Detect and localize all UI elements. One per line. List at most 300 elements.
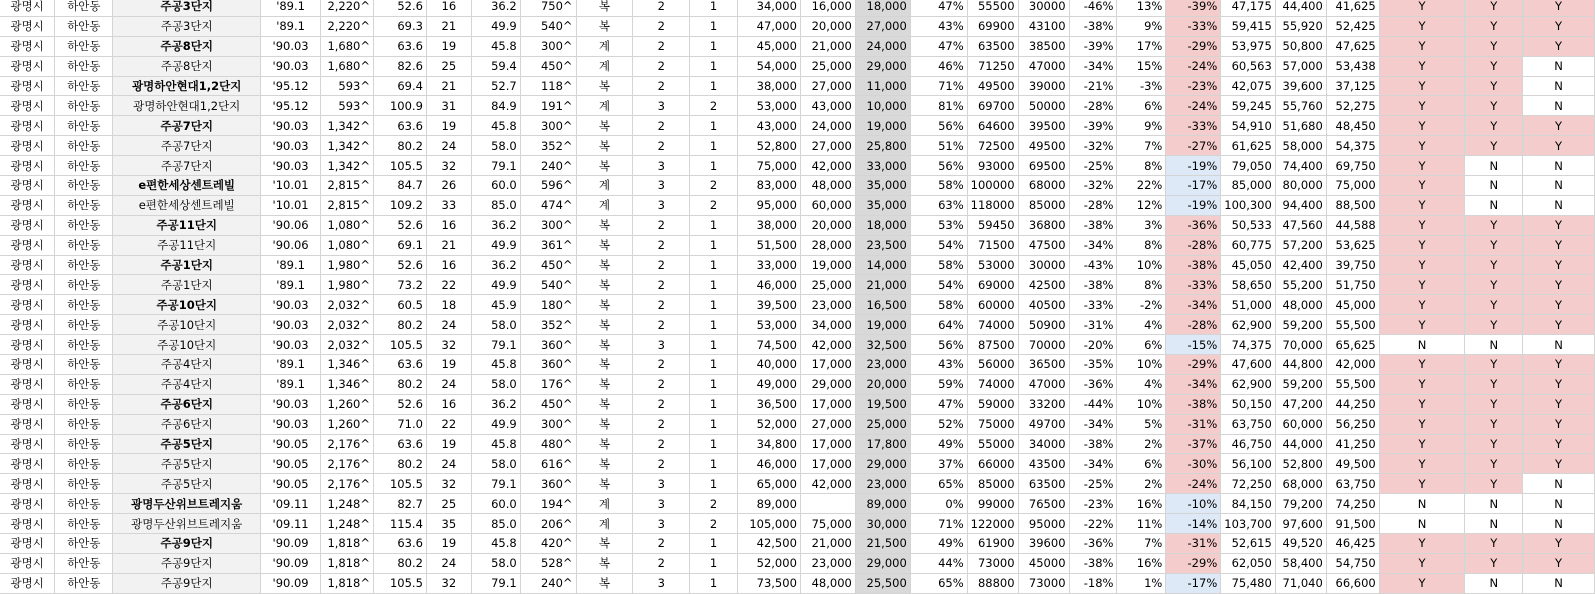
cell-p2[interactable]: 39500 <box>1018 116 1069 136</box>
cell-chg2[interactable]: -2% <box>1117 295 1166 315</box>
cell-ratio[interactable]: 49% <box>910 434 967 454</box>
cell-f2[interactable]: Y <box>1465 116 1523 136</box>
cell-jeonse[interactable]: 29,000 <box>800 374 855 394</box>
cell-units[interactable]: 593^ <box>321 96 374 116</box>
cell-p1[interactable]: 75000 <box>967 414 1018 434</box>
cell-year[interactable]: '89.1 <box>261 374 321 394</box>
cell-v1[interactable]: 61,625 <box>1221 136 1276 156</box>
cell-parking[interactable]: 540^ <box>520 275 576 295</box>
cell-v2[interactable]: 58,000 <box>1275 136 1326 156</box>
cell-area2[interactable]: 79.1 <box>471 474 520 494</box>
cell-chg1[interactable]: -34% <box>1069 414 1117 434</box>
cell-name[interactable]: 주공7단지 <box>113 116 261 136</box>
cell-parking[interactable]: 616^ <box>520 454 576 474</box>
cell-gap[interactable]: 16,500 <box>855 295 910 315</box>
cell-year[interactable]: '10.01 <box>261 176 321 196</box>
cell-price[interactable]: 36,500 <box>737 394 800 414</box>
cell-rooms[interactable]: 3 <box>633 474 690 494</box>
cell-p2[interactable]: 95000 <box>1018 514 1069 534</box>
cell-chg2[interactable]: 8% <box>1117 156 1166 176</box>
cell-year[interactable]: '10.01 <box>261 195 321 215</box>
cell-area1[interactable]: 73.2 <box>374 275 427 295</box>
cell-area2[interactable]: 58.0 <box>471 136 520 156</box>
cell-ratio[interactable]: 71% <box>910 514 967 534</box>
cell-area1[interactable]: 105.5 <box>374 573 427 593</box>
cell-gap[interactable]: 18,000 <box>855 0 910 16</box>
cell-baths[interactable]: 2 <box>690 96 738 116</box>
cell-jeonse[interactable]: 23,000 <box>800 553 855 573</box>
cell-chg3[interactable]: -19% <box>1166 195 1221 215</box>
cell-city[interactable]: 광명시 <box>0 355 55 375</box>
cell-area1[interactable]: 109.2 <box>374 195 427 215</box>
cell-city[interactable]: 광명시 <box>0 494 55 514</box>
cell-dong[interactable]: 하안동 <box>55 255 113 275</box>
cell-p1[interactable]: 87500 <box>967 335 1018 355</box>
cell-hall[interactable]: 계 <box>576 494 633 514</box>
cell-area1[interactable]: 80.2 <box>374 454 427 474</box>
cell-v3[interactable]: 69,750 <box>1326 156 1379 176</box>
cell-p2[interactable]: 42500 <box>1018 275 1069 295</box>
cell-f1[interactable]: Y <box>1379 394 1465 414</box>
cell-price[interactable]: 45,000 <box>737 36 800 56</box>
cell-f2[interactable]: Y <box>1465 215 1523 235</box>
cell-chg2[interactable]: 16% <box>1117 494 1166 514</box>
cell-price[interactable]: 34,000 <box>737 0 800 16</box>
cell-year[interactable]: '90.09 <box>261 534 321 554</box>
cell-gap[interactable]: 11,000 <box>855 76 910 96</box>
cell-baths[interactable]: 1 <box>690 355 738 375</box>
cell-city[interactable]: 광명시 <box>0 454 55 474</box>
cell-v3[interactable]: 37,125 <box>1326 76 1379 96</box>
cell-chg2[interactable]: 2% <box>1117 434 1166 454</box>
cell-v2[interactable]: 74,400 <box>1275 156 1326 176</box>
cell-chg3[interactable]: -39% <box>1166 0 1221 16</box>
cell-rooms[interactable]: 2 <box>633 116 690 136</box>
cell-jeonse[interactable]: 17,000 <box>800 355 855 375</box>
cell-year[interactable]: '09.11 <box>261 514 321 534</box>
cell-jeonse[interactable]: 42,000 <box>800 156 855 176</box>
cell-p2[interactable]: 47000 <box>1018 374 1069 394</box>
cell-city[interactable]: 광명시 <box>0 235 55 255</box>
cell-gap[interactable]: 30,000 <box>855 514 910 534</box>
cell-baths[interactable]: 1 <box>690 255 738 275</box>
cell-f3[interactable]: Y <box>1523 36 1595 56</box>
cell-chg1[interactable]: -38% <box>1069 434 1117 454</box>
cell-city[interactable]: 광명시 <box>0 335 55 355</box>
cell-chg3[interactable]: -29% <box>1166 355 1221 375</box>
cell-p2[interactable]: 73000 <box>1018 573 1069 593</box>
cell-f1[interactable]: N <box>1379 514 1465 534</box>
cell-p1[interactable]: 122000 <box>967 514 1018 534</box>
cell-p1[interactable]: 74000 <box>967 315 1018 335</box>
cell-pyeong[interactable]: 32 <box>426 335 471 355</box>
cell-units[interactable]: 593^ <box>321 76 374 96</box>
cell-v2[interactable]: 55,760 <box>1275 96 1326 116</box>
cell-chg1[interactable]: -22% <box>1069 514 1117 534</box>
cell-f2[interactable]: N <box>1465 494 1523 514</box>
cell-v3[interactable]: 55,500 <box>1326 315 1379 335</box>
cell-area1[interactable]: 52.6 <box>374 215 427 235</box>
cell-ratio[interactable]: 46% <box>910 56 967 76</box>
cell-f3[interactable]: Y <box>1523 315 1595 335</box>
cell-year[interactable]: '90.03 <box>261 136 321 156</box>
cell-parking[interactable]: 474^ <box>520 195 576 215</box>
cell-city[interactable]: 광명시 <box>0 374 55 394</box>
cell-chg3[interactable]: -33% <box>1166 116 1221 136</box>
cell-parking[interactable]: 240^ <box>520 573 576 593</box>
cell-chg2[interactable]: 3% <box>1117 215 1166 235</box>
cell-gap[interactable]: 19,000 <box>855 116 910 136</box>
cell-baths[interactable]: 1 <box>690 0 738 16</box>
cell-v1[interactable]: 74,375 <box>1221 335 1276 355</box>
cell-gap[interactable]: 25,000 <box>855 414 910 434</box>
cell-price[interactable]: 39,500 <box>737 295 800 315</box>
cell-f3[interactable]: Y <box>1523 394 1595 414</box>
cell-gap[interactable]: 89,000 <box>855 494 910 514</box>
cell-gap[interactable]: 25,500 <box>855 573 910 593</box>
cell-chg1[interactable]: -38% <box>1069 553 1117 573</box>
cell-f1[interactable]: N <box>1379 494 1465 514</box>
cell-units[interactable]: 1,680^ <box>321 56 374 76</box>
cell-f2[interactable]: Y <box>1465 474 1523 494</box>
cell-baths[interactable]: 1 <box>690 474 738 494</box>
cell-year[interactable]: '89.1 <box>261 0 321 16</box>
cell-dong[interactable]: 하안동 <box>55 295 113 315</box>
cell-v3[interactable]: 54,375 <box>1326 136 1379 156</box>
cell-baths[interactable]: 1 <box>690 335 738 355</box>
cell-area1[interactable]: 63.6 <box>374 534 427 554</box>
cell-area2[interactable]: 45.8 <box>471 434 520 454</box>
cell-area2[interactable]: 45.8 <box>471 355 520 375</box>
cell-v3[interactable]: 52,275 <box>1326 96 1379 116</box>
cell-units[interactable]: 2,220^ <box>321 16 374 36</box>
cell-p1[interactable]: 59450 <box>967 215 1018 235</box>
cell-baths[interactable]: 1 <box>690 275 738 295</box>
cell-f2[interactable]: N <box>1465 335 1523 355</box>
cell-chg1[interactable]: -35% <box>1069 355 1117 375</box>
cell-p1[interactable]: 56000 <box>967 355 1018 375</box>
cell-dong[interactable]: 하안동 <box>55 434 113 454</box>
cell-name[interactable]: 주공3단지 <box>113 16 261 36</box>
cell-chg1[interactable]: -25% <box>1069 156 1117 176</box>
cell-pyeong[interactable]: 21 <box>426 76 471 96</box>
cell-gap[interactable]: 33,000 <box>855 156 910 176</box>
cell-area2[interactable]: 79.1 <box>471 573 520 593</box>
cell-rooms[interactable]: 2 <box>633 394 690 414</box>
cell-price[interactable]: 52,000 <box>737 553 800 573</box>
cell-area1[interactable]: 60.5 <box>374 295 427 315</box>
cell-gap[interactable]: 19,000 <box>855 315 910 335</box>
cell-parking[interactable]: 176^ <box>520 374 576 394</box>
cell-chg2[interactable]: 11% <box>1117 514 1166 534</box>
cell-city[interactable]: 광명시 <box>0 434 55 454</box>
cell-city[interactable]: 광명시 <box>0 96 55 116</box>
cell-pyeong[interactable]: 25 <box>426 56 471 76</box>
cell-parking[interactable]: 191^ <box>520 96 576 116</box>
cell-name[interactable]: 주공10단지 <box>113 335 261 355</box>
cell-units[interactable]: 2,032^ <box>321 335 374 355</box>
cell-v2[interactable]: 50,800 <box>1275 36 1326 56</box>
cell-chg2[interactable]: 4% <box>1117 315 1166 335</box>
cell-chg1[interactable]: -25% <box>1069 474 1117 494</box>
cell-f1[interactable]: Y <box>1379 315 1465 335</box>
cell-year[interactable]: '95.12 <box>261 96 321 116</box>
cell-pyeong[interactable]: 22 <box>426 414 471 434</box>
cell-city[interactable]: 광명시 <box>0 534 55 554</box>
cell-year[interactable]: '90.03 <box>261 156 321 176</box>
cell-p1[interactable]: 99000 <box>967 494 1018 514</box>
cell-v3[interactable]: 55,500 <box>1326 374 1379 394</box>
cell-f2[interactable]: Y <box>1465 315 1523 335</box>
cell-chg3[interactable]: -31% <box>1166 414 1221 434</box>
cell-parking[interactable]: 596^ <box>520 176 576 196</box>
cell-f1[interactable]: N <box>1379 335 1465 355</box>
cell-ratio[interactable]: 49% <box>910 534 967 554</box>
cell-v1[interactable]: 63,750 <box>1221 414 1276 434</box>
cell-gap[interactable]: 19,500 <box>855 394 910 414</box>
cell-chg3[interactable]: -15% <box>1166 335 1221 355</box>
cell-jeonse[interactable]: 17,000 <box>800 454 855 474</box>
cell-f1[interactable]: Y <box>1379 136 1465 156</box>
cell-parking[interactable]: 420^ <box>520 534 576 554</box>
cell-name[interactable]: 광명하안현대1,2단지 <box>113 96 261 116</box>
cell-chg3[interactable]: -36% <box>1166 215 1221 235</box>
cell-year[interactable]: '90.03 <box>261 295 321 315</box>
cell-chg1[interactable]: -32% <box>1069 136 1117 156</box>
cell-rooms[interactable]: 2 <box>633 275 690 295</box>
cell-hall[interactable]: 복 <box>576 573 633 593</box>
cell-area1[interactable]: 80.2 <box>374 374 427 394</box>
cell-v1[interactable]: 59,415 <box>1221 16 1276 36</box>
cell-v2[interactable]: 70,000 <box>1275 335 1326 355</box>
cell-v3[interactable]: 47,625 <box>1326 36 1379 56</box>
cell-chg2[interactable]: 6% <box>1117 454 1166 474</box>
cell-p2[interactable]: 39000 <box>1018 76 1069 96</box>
cell-ratio[interactable]: 43% <box>910 355 967 375</box>
cell-chg1[interactable]: -34% <box>1069 56 1117 76</box>
cell-units[interactable]: 2,815^ <box>321 195 374 215</box>
cell-baths[interactable]: 1 <box>690 56 738 76</box>
cell-area1[interactable]: 84.7 <box>374 176 427 196</box>
cell-baths[interactable]: 2 <box>690 514 738 534</box>
cell-city[interactable]: 광명시 <box>0 553 55 573</box>
cell-jeonse[interactable]: 20,000 <box>800 215 855 235</box>
cell-area2[interactable]: 79.1 <box>471 156 520 176</box>
cell-parking[interactable]: 118^ <box>520 76 576 96</box>
cell-price[interactable]: 65,000 <box>737 474 800 494</box>
cell-dong[interactable]: 하안동 <box>55 573 113 593</box>
cell-dong[interactable]: 하안동 <box>55 514 113 534</box>
cell-area2[interactable]: 49.9 <box>471 235 520 255</box>
cell-name[interactable]: e편한세상센트레빌 <box>113 195 261 215</box>
cell-parking[interactable]: 450^ <box>520 394 576 414</box>
cell-chg2[interactable]: 6% <box>1117 335 1166 355</box>
cell-dong[interactable]: 하안동 <box>55 76 113 96</box>
cell-rooms[interactable]: 2 <box>633 215 690 235</box>
cell-ratio[interactable]: 59% <box>910 374 967 394</box>
cell-f3[interactable]: Y <box>1523 355 1595 375</box>
cell-jeonse[interactable]: 17,000 <box>800 434 855 454</box>
cell-p1[interactable]: 69700 <box>967 96 1018 116</box>
cell-rooms[interactable]: 2 <box>633 355 690 375</box>
cell-v2[interactable]: 71,040 <box>1275 573 1326 593</box>
cell-baths[interactable]: 1 <box>690 315 738 335</box>
cell-v3[interactable]: 54,750 <box>1326 553 1379 573</box>
cell-baths[interactable]: 2 <box>690 494 738 514</box>
cell-hall[interactable]: 복 <box>576 315 633 335</box>
cell-year[interactable]: '90.05 <box>261 434 321 454</box>
cell-f2[interactable]: Y <box>1465 394 1523 414</box>
cell-f2[interactable]: Y <box>1465 255 1523 275</box>
cell-chg3[interactable]: -33% <box>1166 16 1221 36</box>
cell-baths[interactable]: 1 <box>690 16 738 36</box>
cell-area2[interactable]: 45.8 <box>471 534 520 554</box>
cell-pyeong[interactable]: 35 <box>426 514 471 534</box>
cell-rooms[interactable]: 3 <box>633 156 690 176</box>
cell-units[interactable]: 2,220^ <box>321 0 374 16</box>
cell-year[interactable]: '90.03 <box>261 116 321 136</box>
cell-dong[interactable]: 하안동 <box>55 394 113 414</box>
cell-hall[interactable]: 복 <box>576 454 633 474</box>
cell-f2[interactable]: Y <box>1465 434 1523 454</box>
cell-v3[interactable]: 66,600 <box>1326 573 1379 593</box>
cell-f3[interactable]: Y <box>1523 275 1595 295</box>
cell-v3[interactable]: 46,425 <box>1326 534 1379 554</box>
cell-area1[interactable]: 69.1 <box>374 235 427 255</box>
cell-v3[interactable]: 41,625 <box>1326 0 1379 16</box>
cell-rooms[interactable]: 2 <box>633 434 690 454</box>
cell-f2[interactable]: N <box>1465 156 1523 176</box>
cell-f3[interactable]: N <box>1523 195 1595 215</box>
cell-chg1[interactable]: -43% <box>1069 255 1117 275</box>
cell-parking[interactable]: 300^ <box>520 116 576 136</box>
cell-rooms[interactable]: 2 <box>633 315 690 335</box>
cell-dong[interactable]: 하안동 <box>55 315 113 335</box>
cell-jeonse[interactable]: 19,000 <box>800 255 855 275</box>
cell-v1[interactable]: 62,900 <box>1221 374 1276 394</box>
cell-parking[interactable]: 300^ <box>520 36 576 56</box>
cell-parking[interactable]: 360^ <box>520 474 576 494</box>
cell-price[interactable]: 38,000 <box>737 76 800 96</box>
cell-v1[interactable]: 47,175 <box>1221 0 1276 16</box>
cell-gap[interactable]: 24,000 <box>855 36 910 56</box>
cell-pyeong[interactable]: 18 <box>426 295 471 315</box>
cell-chg3[interactable]: -34% <box>1166 295 1221 315</box>
cell-chg2[interactable]: 8% <box>1117 275 1166 295</box>
cell-rooms[interactable]: 2 <box>633 374 690 394</box>
cell-p2[interactable]: 43100 <box>1018 16 1069 36</box>
cell-dong[interactable]: 하안동 <box>55 494 113 514</box>
cell-chg2[interactable]: 1% <box>1117 573 1166 593</box>
cell-hall[interactable]: 복 <box>576 295 633 315</box>
cell-parking[interactable]: 361^ <box>520 235 576 255</box>
cell-p1[interactable]: 64600 <box>967 116 1018 136</box>
cell-f2[interactable]: Y <box>1465 96 1523 116</box>
cell-dong[interactable]: 하안동 <box>55 16 113 36</box>
cell-area2[interactable]: 58.0 <box>471 454 520 474</box>
cell-parking[interactable]: 540^ <box>520 16 576 36</box>
cell-year[interactable]: '90.09 <box>261 553 321 573</box>
cell-city[interactable]: 광명시 <box>0 295 55 315</box>
cell-hall[interactable]: 복 <box>576 374 633 394</box>
cell-jeonse[interactable]: 34,000 <box>800 315 855 335</box>
cell-p2[interactable]: 70000 <box>1018 335 1069 355</box>
cell-price[interactable]: 52,800 <box>737 136 800 156</box>
cell-units[interactable]: 1,980^ <box>321 255 374 275</box>
cell-jeonse[interactable]: 42,000 <box>800 335 855 355</box>
cell-v1[interactable]: 51,000 <box>1221 295 1276 315</box>
cell-city[interactable]: 광명시 <box>0 474 55 494</box>
cell-v1[interactable]: 75,480 <box>1221 573 1276 593</box>
cell-p1[interactable]: 69900 <box>967 16 1018 36</box>
cell-chg3[interactable]: -37% <box>1166 434 1221 454</box>
cell-v3[interactable]: 53,625 <box>1326 235 1379 255</box>
cell-parking[interactable]: 450^ <box>520 56 576 76</box>
cell-v3[interactable]: 49,500 <box>1326 454 1379 474</box>
cell-v2[interactable]: 59,200 <box>1275 315 1326 335</box>
cell-dong[interactable]: 하안동 <box>55 454 113 474</box>
cell-pyeong[interactable]: 25 <box>426 494 471 514</box>
cell-units[interactable]: 1,342^ <box>321 156 374 176</box>
cell-jeonse[interactable]: 20,000 <box>800 16 855 36</box>
cell-dong[interactable]: 하안동 <box>55 335 113 355</box>
cell-gap[interactable]: 29,000 <box>855 56 910 76</box>
cell-f3[interactable]: Y <box>1523 414 1595 434</box>
cell-v1[interactable]: 50,150 <box>1221 394 1276 414</box>
cell-chg1[interactable]: -36% <box>1069 534 1117 554</box>
cell-dong[interactable]: 하안동 <box>55 0 113 16</box>
cell-area2[interactable]: 49.9 <box>471 275 520 295</box>
cell-name[interactable]: 주공4단지 <box>113 355 261 375</box>
cell-jeonse[interactable]: 75,000 <box>800 514 855 534</box>
cell-v2[interactable]: 51,680 <box>1275 116 1326 136</box>
cell-v3[interactable]: 42,000 <box>1326 355 1379 375</box>
cell-gap[interactable]: 10,000 <box>855 96 910 116</box>
cell-f1[interactable]: Y <box>1379 76 1465 96</box>
cell-hall[interactable]: 복 <box>576 0 633 16</box>
cell-v2[interactable]: 39,600 <box>1275 76 1326 96</box>
cell-area1[interactable]: 80.2 <box>374 315 427 335</box>
cell-p1[interactable]: 71500 <box>967 235 1018 255</box>
cell-v3[interactable]: 44,250 <box>1326 394 1379 414</box>
cell-city[interactable]: 광명시 <box>0 16 55 36</box>
cell-jeonse[interactable]: 27,000 <box>800 136 855 156</box>
cell-pyeong[interactable]: 31 <box>426 96 471 116</box>
cell-ratio[interactable]: 52% <box>910 414 967 434</box>
cell-f3[interactable]: N <box>1523 96 1595 116</box>
cell-ratio[interactable]: 51% <box>910 136 967 156</box>
cell-f3[interactable]: Y <box>1523 0 1595 16</box>
cell-f3[interactable]: N <box>1523 573 1595 593</box>
cell-p2[interactable]: 76500 <box>1018 494 1069 514</box>
cell-baths[interactable]: 2 <box>690 176 738 196</box>
cell-price[interactable]: 46,000 <box>737 454 800 474</box>
cell-name[interactable]: 주공7단지 <box>113 136 261 156</box>
cell-chg3[interactable]: -33% <box>1166 275 1221 295</box>
cell-pyeong[interactable]: 21 <box>426 16 471 36</box>
cell-v1[interactable]: 79,050 <box>1221 156 1276 176</box>
cell-v1[interactable]: 46,750 <box>1221 434 1276 454</box>
cell-parking[interactable]: 352^ <box>520 315 576 335</box>
cell-ratio[interactable]: 54% <box>910 275 967 295</box>
cell-jeonse[interactable]: 17,000 <box>800 394 855 414</box>
cell-chg1[interactable]: -31% <box>1069 315 1117 335</box>
cell-year[interactable]: '90.03 <box>261 414 321 434</box>
cell-price[interactable]: 75,000 <box>737 156 800 176</box>
cell-f2[interactable]: Y <box>1465 374 1523 394</box>
cell-gap[interactable]: 29,000 <box>855 553 910 573</box>
cell-v1[interactable]: 59,245 <box>1221 96 1276 116</box>
